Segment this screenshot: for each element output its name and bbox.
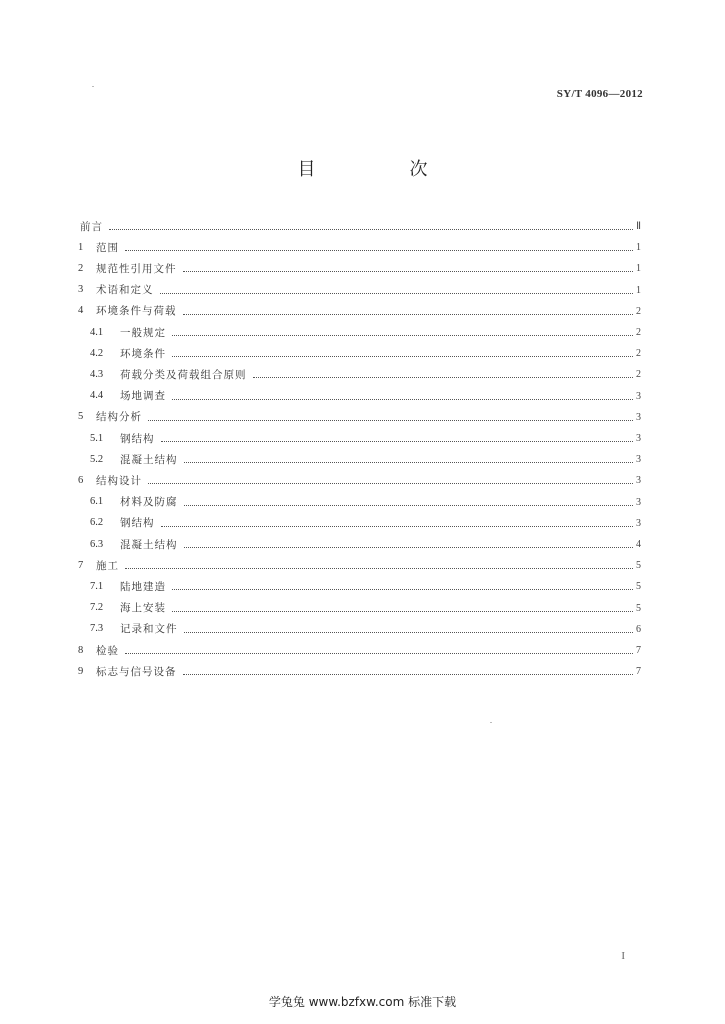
toc-entry[interactable] bbox=[0, 642, 725, 658]
toc-entry[interactable] bbox=[0, 345, 725, 361]
toc-leader-dots bbox=[172, 399, 633, 400]
toc-label bbox=[90, 346, 166, 361]
toc-title: 施工 bbox=[96, 559, 119, 572]
toc-entry[interactable] bbox=[0, 430, 725, 446]
watermark-text: 学兔兔 www.bzfxw.com 标准下载 bbox=[268, 995, 457, 1009]
toc-label bbox=[90, 600, 166, 615]
toc-page-number: 3 bbox=[636, 517, 641, 529]
toc-entry[interactable] bbox=[0, 260, 725, 276]
toc-leader-dots bbox=[161, 441, 633, 442]
toc-leader-dots bbox=[172, 611, 633, 612]
toc-label bbox=[78, 282, 154, 297]
toc-label bbox=[90, 621, 178, 636]
toc-title: 海上安装 bbox=[120, 602, 166, 615]
toc-entry[interactable] bbox=[0, 536, 725, 552]
toc-entry[interactable] bbox=[0, 600, 725, 616]
toc-number: 7 bbox=[78, 559, 84, 571]
toc-number: 7.1 bbox=[90, 580, 104, 592]
toc-page-number: 2 bbox=[636, 369, 641, 381]
toc-leader-dots bbox=[184, 505, 633, 506]
toc-title: 前言 bbox=[80, 220, 103, 233]
toc-label bbox=[78, 558, 119, 573]
toc-number: 6.1 bbox=[90, 496, 104, 508]
toc-number: 6.3 bbox=[90, 538, 104, 550]
toc-label bbox=[90, 367, 247, 382]
toc-leader-dots bbox=[184, 547, 633, 548]
toc-label bbox=[78, 409, 142, 424]
toc-page-number: 2 bbox=[636, 348, 641, 360]
toc-page-number: 5 bbox=[636, 602, 641, 614]
toc-entry[interactable] bbox=[0, 409, 725, 425]
toc-title: 材料及防腐 bbox=[120, 496, 178, 509]
toc-number: 9 bbox=[78, 665, 84, 677]
toc-title: 混凝土结构 bbox=[120, 453, 178, 466]
toc-number: 6.2 bbox=[90, 517, 104, 529]
toc-page-number: Ⅱ bbox=[636, 221, 641, 232]
toc-label bbox=[90, 452, 178, 467]
toc-number: 3 bbox=[78, 284, 84, 296]
toc-number: 4 bbox=[78, 305, 84, 317]
toc-entry[interactable] bbox=[0, 324, 725, 340]
toc-number: 7.3 bbox=[90, 623, 104, 635]
toc-number: 5.2 bbox=[90, 453, 104, 465]
toc-page-number: 3 bbox=[636, 411, 641, 423]
toc-number: 6 bbox=[78, 474, 84, 486]
toc-title: 混凝土结构 bbox=[120, 538, 178, 551]
toc-entry[interactable] bbox=[0, 303, 725, 319]
toc-number: 4.4 bbox=[90, 390, 104, 402]
toc-label bbox=[90, 537, 178, 552]
toc-title: 场地调查 bbox=[120, 390, 166, 403]
toc-number: 4.2 bbox=[90, 347, 104, 359]
toc-entry[interactable] bbox=[0, 218, 725, 234]
toc-label bbox=[78, 664, 177, 679]
toc-title: 结构分析 bbox=[96, 411, 142, 424]
page-title: 目 次 bbox=[297, 159, 466, 180]
toc-entry[interactable] bbox=[0, 239, 725, 255]
toc-label bbox=[90, 515, 155, 530]
toc-title: 荷载分类及荷载组合原则 bbox=[120, 368, 247, 381]
scan-speck bbox=[490, 722, 492, 723]
toc-entry[interactable] bbox=[0, 282, 725, 298]
toc-label bbox=[78, 473, 142, 488]
toc-title: 标志与信号设备 bbox=[96, 665, 177, 678]
toc-leader-dots bbox=[148, 483, 633, 484]
toc-page-number: 3 bbox=[636, 390, 641, 402]
toc-number: 2 bbox=[78, 262, 84, 274]
toc-entry[interactable] bbox=[0, 557, 725, 573]
toc-label bbox=[90, 579, 166, 594]
toc-page-number: 3 bbox=[636, 475, 641, 487]
scan-speck bbox=[92, 86, 94, 87]
toc-leader-dots bbox=[148, 420, 633, 421]
toc-number: 1 bbox=[78, 241, 84, 253]
toc-page-number: 1 bbox=[636, 242, 641, 254]
toc-title: 环境条件与荷载 bbox=[96, 305, 177, 318]
toc-leader-dots bbox=[160, 293, 633, 294]
toc-label bbox=[78, 643, 119, 658]
toc-leader-dots bbox=[125, 250, 633, 251]
toc-entry[interactable] bbox=[0, 578, 725, 594]
toc-title: 范围 bbox=[96, 241, 119, 254]
toc-page-number: 3 bbox=[636, 496, 641, 508]
toc-leader-dots bbox=[183, 674, 633, 675]
toc-leader-dots bbox=[109, 229, 633, 230]
toc-label bbox=[90, 494, 178, 509]
toc-title: 一般规定 bbox=[120, 326, 166, 339]
toc-leader-dots bbox=[172, 335, 633, 336]
toc-title: 环境条件 bbox=[120, 347, 166, 360]
toc-page-number: 1 bbox=[636, 284, 641, 296]
toc-entry[interactable] bbox=[0, 472, 725, 488]
toc-label bbox=[90, 388, 166, 403]
toc-leader-dots bbox=[253, 377, 633, 378]
toc-leader-dots bbox=[184, 632, 633, 633]
toc-page-number: 3 bbox=[636, 454, 641, 466]
standard-code: SY/T 4096—2012 bbox=[556, 88, 643, 100]
toc-title: 记录和文件 bbox=[120, 623, 178, 636]
toc-title: 钢结构 bbox=[120, 517, 155, 530]
toc-page-number: 3 bbox=[636, 433, 641, 444]
toc-leader-dots bbox=[183, 271, 633, 272]
toc-page-number: 1 bbox=[636, 263, 641, 275]
toc-label bbox=[90, 325, 166, 340]
toc-page-number: 4 bbox=[636, 539, 641, 550]
page-number: I bbox=[621, 950, 625, 962]
toc-leader-dots bbox=[183, 314, 633, 315]
toc-title: 规范性引用文件 bbox=[96, 262, 177, 275]
toc-entry[interactable] bbox=[0, 388, 725, 404]
toc-page-number: 7 bbox=[636, 645, 641, 656]
toc-page-number: 6 bbox=[636, 623, 641, 635]
toc-number: 7.2 bbox=[90, 602, 104, 614]
toc-number: 5.1 bbox=[90, 432, 104, 444]
toc-leader-dots bbox=[161, 526, 633, 527]
toc-page-number: 2 bbox=[636, 305, 641, 317]
toc-page-number: 5 bbox=[636, 581, 641, 593]
toc-title: 检验 bbox=[96, 644, 119, 657]
toc-number: 4.3 bbox=[90, 368, 104, 380]
toc-label bbox=[80, 219, 103, 234]
toc-label bbox=[78, 240, 119, 255]
toc-number: 8 bbox=[78, 644, 84, 656]
toc-number: 4.1 bbox=[90, 326, 104, 338]
toc-entry[interactable] bbox=[0, 451, 725, 467]
toc-leader-dots bbox=[125, 568, 633, 569]
toc-leader-dots bbox=[172, 589, 633, 590]
toc-entry[interactable] bbox=[0, 494, 725, 510]
toc-entry[interactable] bbox=[0, 366, 725, 382]
toc-label bbox=[78, 261, 177, 276]
toc-number: 5 bbox=[78, 411, 84, 423]
toc-page-number: 2 bbox=[636, 327, 641, 338]
toc-title: 陆地建造 bbox=[120, 580, 166, 593]
toc-title: 钢结构 bbox=[120, 432, 155, 445]
toc-page-number: 5 bbox=[636, 560, 641, 572]
toc-leader-dots bbox=[184, 462, 633, 463]
toc-title: 术语和定义 bbox=[96, 284, 154, 297]
toc-leader-dots bbox=[125, 653, 633, 654]
toc-label bbox=[78, 303, 177, 318]
toc-label bbox=[90, 431, 155, 446]
toc-entry[interactable] bbox=[0, 515, 725, 531]
toc-page-number: 7 bbox=[636, 666, 641, 678]
toc-entry[interactable] bbox=[0, 621, 725, 637]
toc-title: 结构设计 bbox=[96, 474, 142, 487]
toc-leader-dots bbox=[172, 356, 633, 357]
toc-entry[interactable] bbox=[0, 663, 725, 679]
